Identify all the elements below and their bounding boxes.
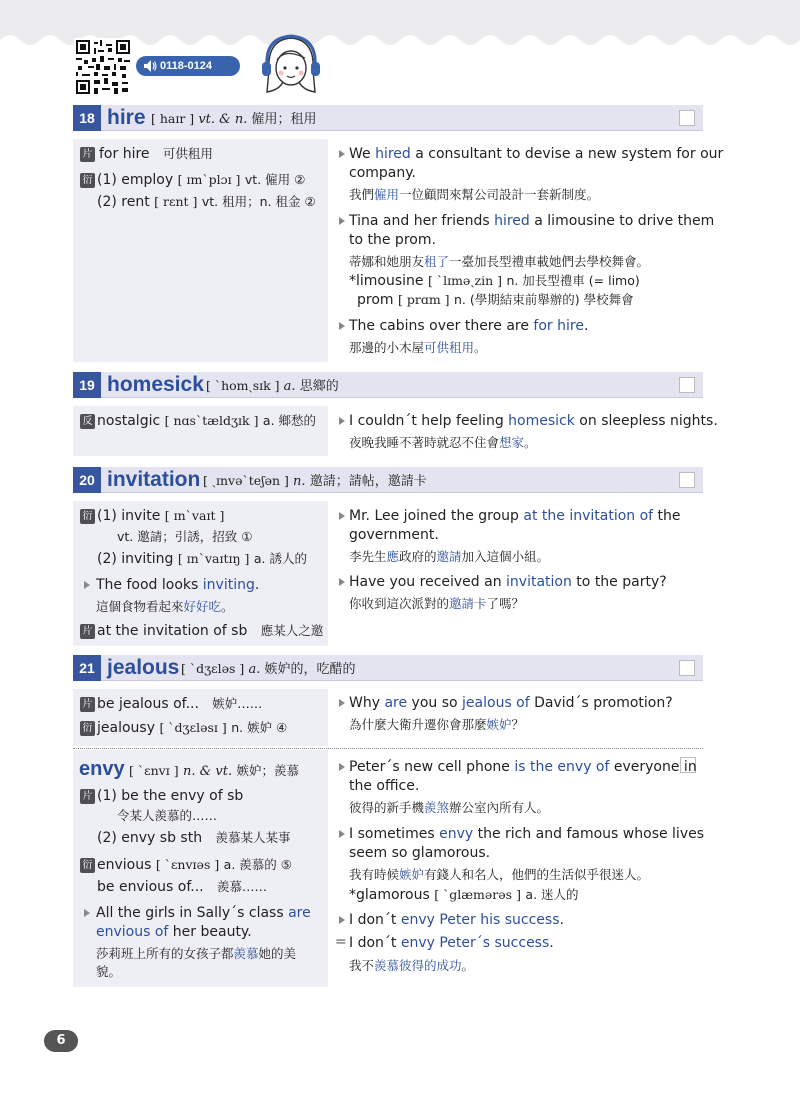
example-sentence: envious of her beauty. (96, 924, 252, 940)
bullet-arrow-icon (339, 830, 345, 838)
headword: jealous (107, 656, 180, 679)
example-sentence: I sometimes envy the rich and famous whose lives (349, 826, 705, 842)
bullet-arrow-icon (339, 578, 345, 586)
example-translation: 那邊的小木屋可供租用。 (349, 340, 487, 355)
bullet-arrow-icon (84, 581, 90, 589)
study-checkbox[interactable] (679, 377, 695, 393)
entry-number: 19 (73, 372, 101, 398)
bullet-arrow-icon (339, 217, 345, 225)
entry-header-invitation (73, 467, 703, 493)
example-sentence: The cabins over there are for hire. (349, 318, 589, 334)
example-sentence: Mr. Lee joined the group at the invitation of the (349, 508, 681, 524)
headword: homesick (107, 373, 204, 396)
example-translation: 彼得的新手機羨煞辦公室內所有人。 (349, 800, 550, 815)
page-number: 6 (44, 1030, 78, 1052)
phrase-tag: 片 (80, 789, 95, 804)
entry-definition: [ ˋdʒɛləs ] a. 嫉妒的，吃醋的 (181, 661, 356, 677)
girl-headphones-icon (255, 30, 327, 102)
phrase-meaning: 令某人羨慕的…… (117, 808, 218, 823)
vocab-note: *glamorous [ ˋglæmərəs ] a. 迷人的 (349, 887, 579, 903)
bullet-arrow-icon (339, 512, 345, 520)
example-sentence: We hired a consultant to devise a new system for our (349, 146, 724, 162)
example-translation: 貌。 (96, 964, 122, 979)
derivative: jealousy [ ˋdʒɛləsɪ ] n. 嫉妒 ④ (97, 720, 288, 736)
study-checkbox[interactable] (679, 472, 695, 488)
example-translation: 我有時候嫉妒有錢人和名人，他們的生活似乎很迷人。 (349, 867, 650, 882)
bullet-arrow-icon (339, 699, 345, 707)
phrase-tag: 片 (80, 697, 95, 712)
example-translation: 蒂娜和她朋友租了一臺加長型禮車載她們去學校舞會。 (349, 254, 650, 269)
example-sentence: I donˊt envy Peter his success. (349, 912, 564, 928)
phrase: be jealous of... 嫉妒…… (97, 696, 263, 712)
example-sentence: All the girls in Sallyˊs class are (96, 905, 311, 921)
bullet-arrow-icon (339, 322, 345, 330)
bullet-arrow-icon (339, 763, 345, 771)
bullet-arrow-icon (84, 909, 90, 917)
example-translation: 李先生應政府的邀請加入這個小組。 (349, 549, 550, 564)
derivative: (2) rent [ rɛnt ] vt. 租用；n. 租金 ② (97, 194, 316, 210)
example-sentence: Peterˊs new cell phone is the envy of everyone in (349, 759, 697, 775)
vocab-note: *limousine [ ˋlɪməˏzin ] n. 加長型禮車 (= limo) (349, 273, 640, 289)
entry-definition: [ haɪr ] vt. & n. 僱用；租用 (151, 111, 317, 127)
section-divider (73, 748, 703, 749)
example-translation: 我不羨慕彼得的成功。 (349, 958, 475, 973)
study-checkbox[interactable] (679, 660, 695, 676)
phrase-tag: 片 (80, 147, 95, 162)
qr-code-icon[interactable] (74, 38, 132, 96)
antonym-tag: 反 (80, 414, 95, 429)
entry-header-hire (73, 105, 703, 131)
bullet-arrow-icon (339, 150, 345, 158)
phrase: for hire 可供租用 (99, 146, 213, 162)
entry-header-homesick (73, 372, 703, 398)
example-sentence: Why are you so jealous of Davidˊs promotion? (349, 695, 673, 711)
example-translation: 為什麼大衛升遷你會那麼嫉妒？ (349, 717, 525, 732)
example-translation: 這個食物看起來好好吃。 (96, 599, 234, 614)
derivative: (1) invite [ ɪnˋvaɪt ] (97, 508, 225, 524)
phrase: (2) envy sb sth 羨慕某人某事 (97, 830, 291, 846)
phrase: at the invitation of sb 應某人之邀 (97, 623, 324, 639)
entry-header-jealous (73, 655, 703, 681)
vocab-note: prom [ prɑm ] n. (學期結束前舉辦的) 學校舞會 (357, 292, 634, 308)
derivative: envious [ ˋɛnvɪəs ] a. 羨慕的 ⑤ (97, 857, 292, 873)
derivative: (2) inviting [ ɪnˋvaɪtɪŋ ] a. 誘人的 (97, 551, 307, 567)
entry-number: 21 (73, 655, 101, 681)
example-sentence: Have you received an invitation to the party? (349, 574, 667, 590)
example-translation: 夜晚我睡不著時就忍不住會想家。 (349, 435, 537, 450)
headword-envy: envy [ ˋɛnvɪ ] n. & vt. 嫉妒；羨慕 (79, 758, 300, 780)
audio-track-badge[interactable] (136, 56, 240, 76)
example-sentence: to the prom. (349, 232, 436, 248)
example-sentence: I donˊt envy Peterˊs success. (349, 935, 554, 951)
example-translation: 莎莉班上所有的女孩子都羨慕她的美 (96, 946, 297, 961)
headword: hire (107, 106, 146, 129)
entry-definition: [ ˋhomˏsɪk ] a. 思鄉的 (206, 378, 339, 394)
phrase: (1) be the envy of sb (97, 788, 244, 804)
derivative-tag: 衍 (80, 721, 95, 736)
audio-track-label: 0118-0124 (160, 60, 212, 72)
antonym: nostalgic [ nɑsˋtældʒɪk ] a. 鄉愁的 (97, 413, 317, 429)
study-checkbox[interactable] (679, 110, 695, 126)
derivative: (1) employ [ ɪmˋplɔɪ ] vt. 僱用 ② (97, 172, 306, 188)
example-sentence: Tina and her friends hired a limousine to drive them (349, 213, 715, 229)
entry-number: 20 (73, 467, 101, 493)
example-sentence: I couldnˊt help feeling homesick on sleepless nights. (349, 413, 718, 429)
entry-number: 18 (73, 105, 101, 131)
derivative-phrase: be envious of... 羨慕…… (97, 879, 267, 895)
example-sentence: company. (349, 165, 416, 181)
phrase-tag: 片 (80, 624, 95, 639)
speaker-icon (143, 59, 157, 73)
bullet-arrow-icon (339, 417, 345, 425)
example-translation: 你收到這次派對的邀請卡了嗎？ (349, 596, 525, 611)
derivative-tag: 衍 (80, 858, 95, 873)
bullet-arrow-icon (339, 916, 345, 924)
example-sentence: government. (349, 527, 439, 543)
derivative-tag: 衍 (80, 509, 95, 524)
example-sentence: The food looks inviting. (96, 577, 260, 593)
example-sentence: seem so glamorous. (349, 845, 491, 861)
derivative-meaning: vt. 邀請；引誘，招致 ① (117, 529, 253, 544)
headword: invitation (107, 468, 201, 491)
equals-sign: = (335, 934, 347, 950)
entry-definition: [ ˏɪnvəˋteʃən ] n. 邀請；請帖，邀請卡 (203, 473, 427, 489)
example-translation: 我們僱用一位顧問來幫公司設計一套新制度。 (349, 187, 600, 202)
derivative-tag: 衍 (80, 173, 95, 188)
example-sentence: the office. (349, 778, 420, 794)
